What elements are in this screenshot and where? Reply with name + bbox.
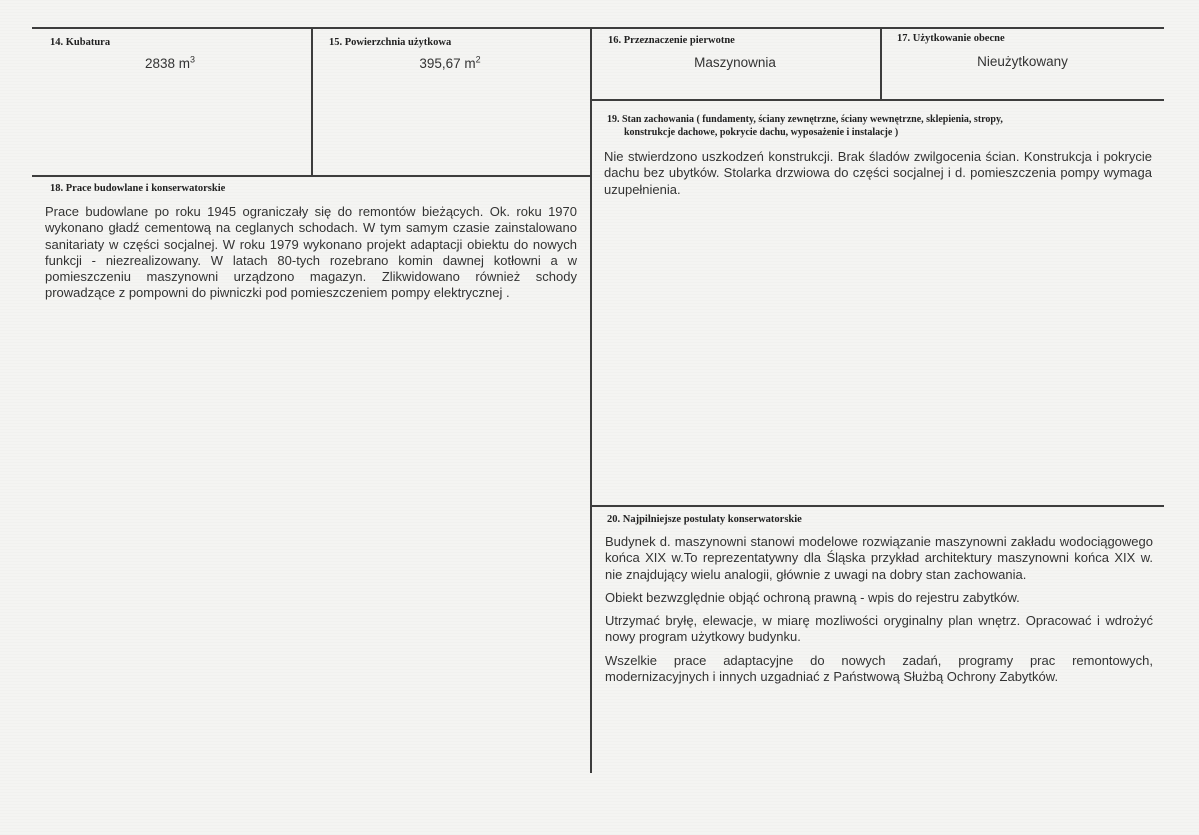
stan-zachowania-text: Nie stwierdzono uszkodzeń konstrukcji. Brak śladów zwilgocenia ścian. Konstrukcja i pokrycie dachu bez ubytków. Stolarka drzwiowa do części socjalnej i d. pomieszczenia pompy wymaga uzupełnienia. (604, 149, 1152, 197)
postulaty-paragraph: Budynek d. maszynowni stanowi modelowe rozwiązanie maszynowni zakładu wodociągowego końca XIX w.To reprezentatywny dla Śląska przykład architektury maszynowni końca XIX w. nie znajdujący wielu analogii, głównie z uwagi na dobry stan zachowania. (605, 534, 1153, 582)
prace-budowlane-label: 18. Prace budowlane i konserwatorskie (50, 183, 226, 194)
przeznaczenie-label: 16. Przeznaczenie pierwotne (608, 35, 735, 46)
stan-zachowania-label-line2: konstrukcje dachowe, pokrycie dachu, wyposażenie i instalacje ) (624, 127, 899, 138)
postulaty-paragraph: Utrzymać bryłę, elewacje, w miarę mozliwości oryginalny plan wnętrz. Opracować i wdrożyć nowy program użytkowy budynku. (605, 613, 1153, 645)
powierzchnia-value: 395,67 $m^2$ (419, 54, 481, 71)
top-rule (32, 27, 1164, 29)
kubatura-label: 14. Kubatura (50, 37, 111, 48)
uzytkowanie-label: 17. Użytkowanie obecne (897, 33, 1005, 44)
postulaty-paragraph: Obiekt bezwzględnie objąć ochroną prawną - wpis do rejestru zabytków. (605, 589, 1020, 605)
kubatura-value: 2838 $m^3$ (144, 54, 196, 71)
stan-zachowania-label-line1: 19. Stan zachowania ( fundamenty, ściany zewnętrzne, ściany wewnętrzne, sklepienia, stropy, (607, 114, 1003, 125)
powierzchnia-label: 15. Powierzchnia użytkowa (329, 37, 452, 48)
postulaty-paragraph: Wszelkie prace adaptacyjne do nowych zadań, programy prac remontowych, modernizacyjnych i innych uzgadniać z Państwową Służbą Ochrony Zabytków. (605, 652, 1153, 685)
rule-under-16-17 (591, 99, 1164, 101)
postulaty-label: 20. Najpilniejsze postulaty konserwatorskie (607, 514, 802, 525)
uzytkowanie-value: Nieużytkowany (977, 54, 1068, 69)
postulaty-text (605, 534, 1153, 692)
prace-budowlane-text: Prace budowlane po roku 1945 ograniczały się do remontów bieżących. Ok. roku 1970 wykonano gładź cementową na ceglanych schodach. W tym samym czasie zainstalowano sanitariaty w części socjalnej. W roku 1979 wykonano projekt adaptacji obiektu do nowych funkcji - niezrealizowany. W latach 80-tych rozebrano komin dawnej kotłowni a w pomieszczeniu maszynowni urządzono magazyn. Zlikwidowano również schody prowadzące z pompowni do piwniczki pod pomieszczeniem pompy elektrycznej . (45, 204, 577, 301)
rule-above-20 (591, 505, 1164, 507)
divider-14-15 (311, 27, 313, 176)
divider-16-17 (880, 27, 882, 100)
przeznaczenie-value: Maszynownia (694, 55, 776, 70)
center-divider (590, 27, 592, 773)
